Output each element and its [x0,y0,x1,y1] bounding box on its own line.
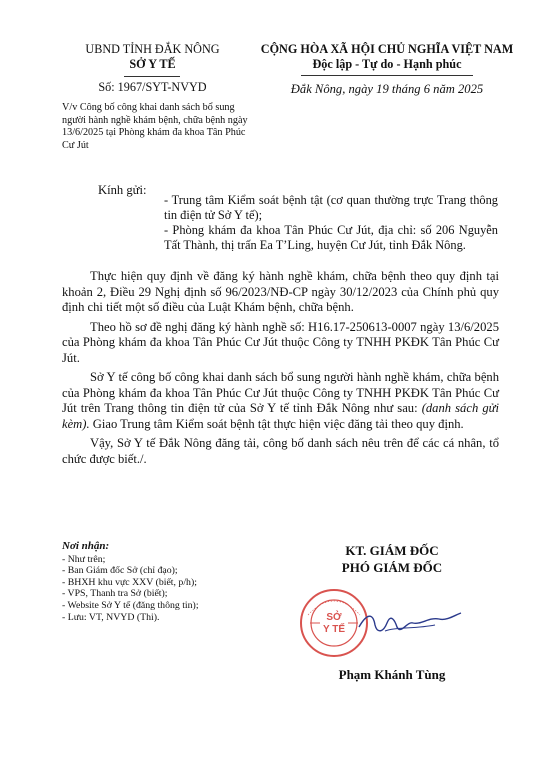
addressee-item: - Phòng khám đa khoa Tân Phúc Cư Jút, địa chỉ: số 206 Nguyễn Tất Thành, thị trấn Ea T’Ling, huyện Cư Jút, tỉnh Đắk Nông. [164,223,498,252]
letter-body [62,269,499,471]
issuer-organization: UBND TỈNH ĐẮK NÔNG [85,42,220,56]
distribution-item: - Ban Giám đốc Sở (chỉ đạo); [62,565,178,577]
addressee-item: - Trung tâm Kiểm soát bệnh tật (cơ quan thường trực Trang thông tin điện tử Sở Y tế); [164,193,498,222]
signatory-line-1: KT. GIÁM ĐỐC [345,543,439,558]
issuer-underline [124,76,180,77]
issuer-header [50,42,255,95]
distribution-item: - Lưu: VT, NVYD (Thi). [62,611,160,623]
svg-text:SỞ: SỞ [326,612,342,623]
handwritten-signature-icon [355,603,465,641]
body-paragraph [62,370,499,432]
signatory-line-2: PHÓ GIÁM ĐỐC [341,560,443,575]
national-header [246,42,528,72]
document-subject: V/v Công bố công khai danh sách bổ sung người hành nghề khám bệnh, chữa bệnh ngày 13/6/2025 tại Phòng khám đa khoa Tân Phúc Cư Jút [62,102,248,151]
document-date: Đắk Nông, ngày 19 tháng 6 năm 2025 [290,82,484,96]
issuer-department: SỞ Y TẾ [129,57,176,71]
document-number: Số: 1967/SYT-NVYD [98,80,207,94]
body-text: Giao Trung tâm Kiểm soát bệnh tật thực hiện việc đăng tải theo quy định. [89,416,464,431]
body-text: Sở Y tế công bố công khai danh sách bổ sung người hành nghề khám, chữa bệnh của Phòng khám đa khoa Tân Phúc Cư Jút thuộc Công ty TNHH PKĐK Tân Phúc Cư Jút trên Trang thông tin điện tử của Sở Y tế tỉnh Đắk Nông như sau: [62,370,499,415]
national-motto: Độc lập - Tự do - Hạnh phúc [312,57,462,71]
body-italic-note: (danh sách gửi kèm). [62,401,499,431]
body-paragraph: Theo hồ sơ đề nghị đăng ký hành nghề số: H16.17-250613-0007 ngày 13/6/2025 của Phòng khám đa khoa Tân Phúc Cư Jút thuộc Công ty TNHH PKĐK Tân Phúc Cư Jút. [62,319,499,365]
distribution-list [62,541,302,623]
addressee-list [164,193,498,253]
motto-underline [301,75,473,76]
distribution-title: Nơi nhận: [62,540,110,552]
body-paragraph: Vậy, Sở Y tế Đắk Nông đăng tải, công bố danh sách nêu trên để các cá nhân, tổ chức được biết./. [62,436,499,466]
body-paragraph: Thực hiện quy định về đăng ký hành nghề khám, chữa bệnh theo quy định tại khoản 2, Điều 29 Nghị định số 96/2023/NĐ-CP ngày 30/12/2023 của Chính phủ quy định chi tiết một số điều của Luật Khám bệnh, chữa bệnh. [62,269,499,314]
signer-name: Phạm Khánh Tùng [338,667,446,682]
distribution-item: - Như trên; [62,553,106,565]
addressee-label: Kính gửi: [98,183,147,197]
signatory-title [304,542,480,576]
country-name: CỘNG HÒA XÃ HỘI CHỦ NGHĨA VIỆT NAM [260,42,514,56]
distribution-item: - VPS, Thanh tra Sở (biết); [62,588,168,600]
distribution-item: - Website Sở Y tế (đăng thông tin); [62,599,199,611]
svg-text:Y TẾ: Y TẾ [322,624,346,635]
distribution-item: - BHXH khu vực XXV (biết, p/h); [62,576,197,588]
